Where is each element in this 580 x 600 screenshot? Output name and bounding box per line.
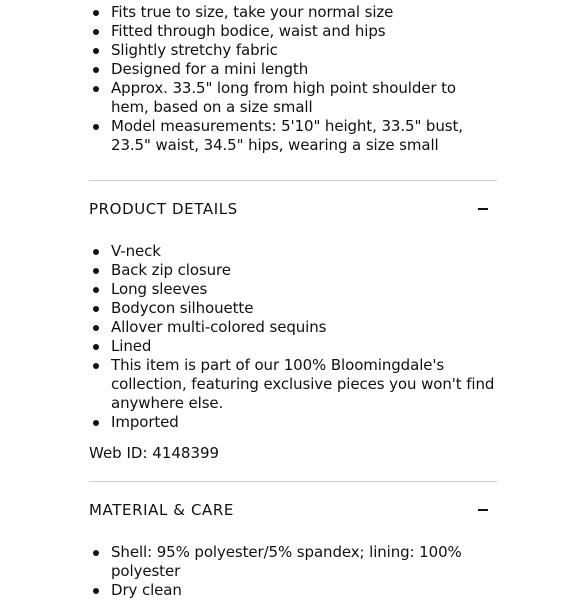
list-item: Dry clean [89,581,497,600]
list-item: Approx. 33.5" long from high point shoulder to hem, based on a size small [89,79,497,117]
list-item: Slightly stretchy fabric [89,41,497,60]
material-care-header[interactable] [89,482,497,538]
list-item: Imported [89,413,497,432]
list-item: Back zip closure [89,261,497,280]
list-item: Shell: 95% polyester/5% spandex; lining: 100% polyester [89,543,497,581]
section-title: MATERIAL & CARE [89,501,235,519]
minus-icon[interactable] [478,509,488,511]
list-item: V-neck [89,242,497,261]
size-fit-list [89,3,497,155]
web-id: Web ID: 4148399 [89,444,220,462]
list-item: Fits true to size, take your normal size [89,3,497,22]
list-item: Bodycon silhouette [89,299,497,318]
product-info-panel [89,0,497,600]
material-care-list [89,543,497,600]
product-details-list [89,242,497,432]
product-details-header[interactable] [89,181,497,237]
list-item: Allover multi-colored sequins [89,318,497,337]
list-item: Designed for a mini length [89,60,497,79]
minus-icon[interactable] [478,208,488,210]
list-item: Lined [89,337,497,356]
list-item: Model measurements: 5'10" height, 33.5" bust, 23.5" waist, 34.5" hips, wearing a size small [89,117,497,155]
list-item: Long sleeves [89,280,497,299]
list-item: Fitted through bodice, waist and hips [89,22,497,41]
section-title: PRODUCT DETAILS [89,200,238,218]
list-item: This item is part of our 100% Bloomingdale's collection, featuring exclusive pieces you won't find anywhere else. [89,356,497,413]
